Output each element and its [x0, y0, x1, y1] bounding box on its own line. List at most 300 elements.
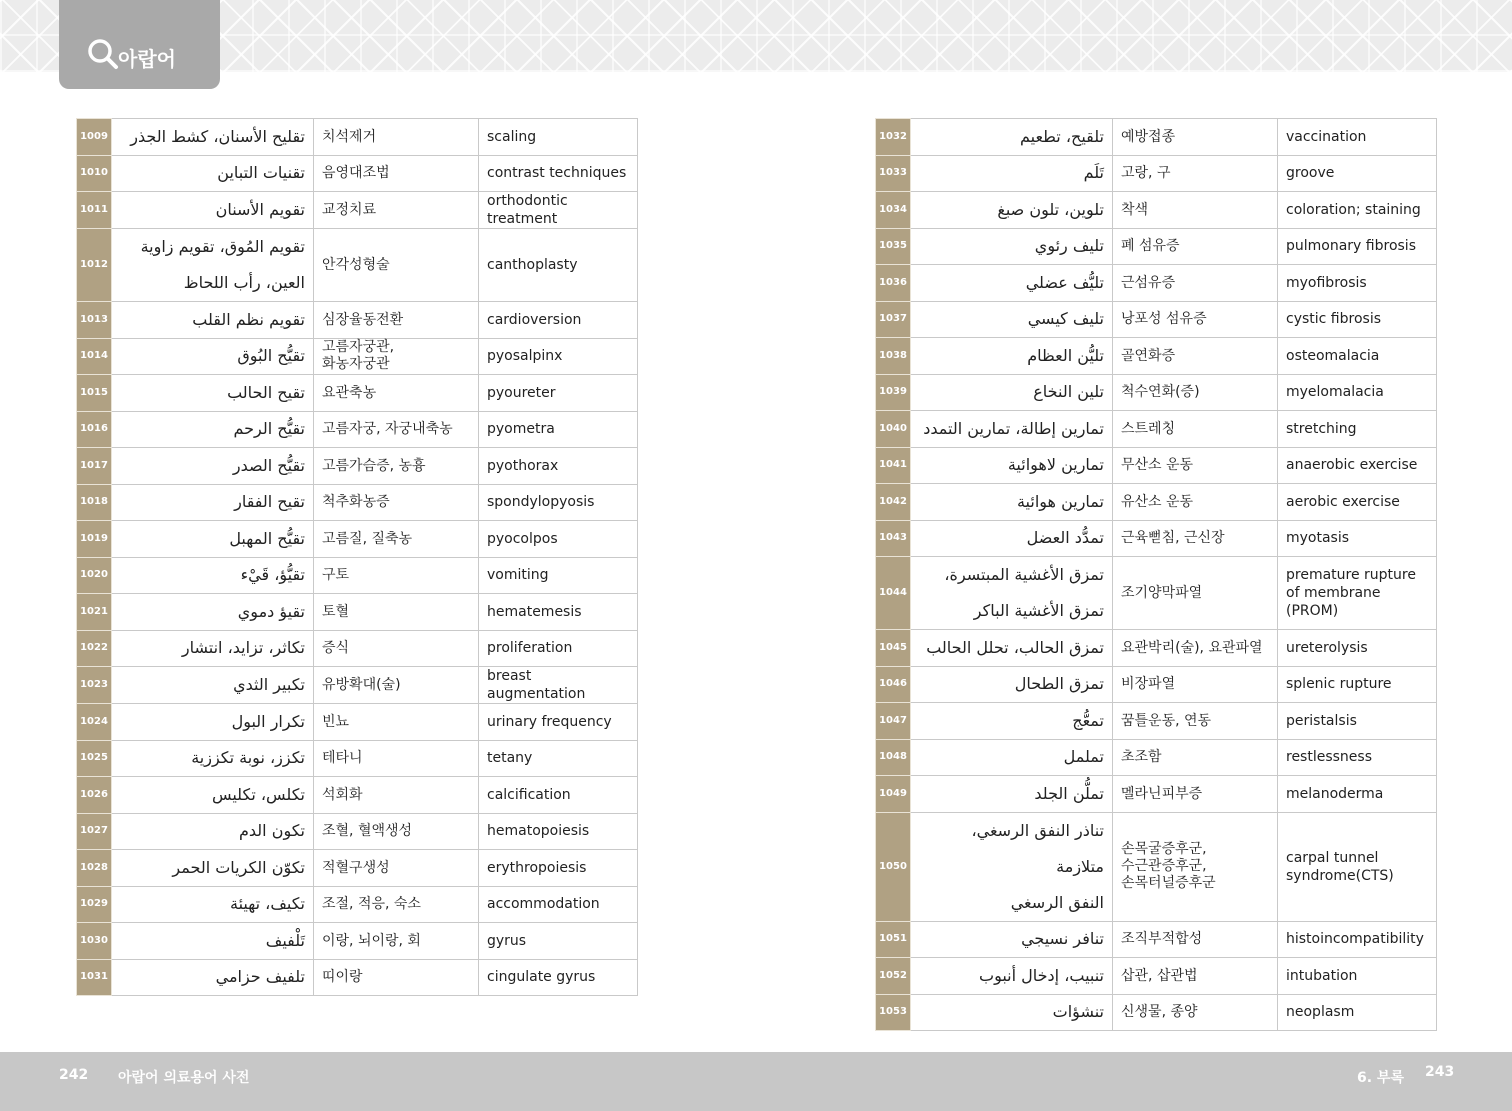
entry-number: 1020: [77, 557, 112, 594]
arabic-term: [112, 375, 314, 412]
korean-term-line: 손목터널증후군: [1121, 875, 1216, 891]
arabic-term-line: تقنيات التباين: [217, 163, 305, 183]
entry-number: 1035: [876, 228, 911, 265]
korean-term-line: 토혈: [322, 603, 350, 620]
entry-number: 1021: [77, 594, 112, 631]
term-row: [77, 229, 638, 302]
header-pattern: [0, 0, 1512, 72]
english-term: pulmonary fibrosis: [1278, 228, 1437, 265]
arabic-term: [112, 119, 314, 156]
arabic-term: [911, 630, 1113, 667]
english-term: spondylopyosis: [479, 484, 638, 521]
arabic-term: [911, 338, 1113, 375]
arabic-term: [112, 740, 314, 777]
korean-term-line: 착색: [1121, 201, 1149, 218]
page-footer: [0, 1052, 1512, 1111]
arabic-term: [911, 265, 1113, 302]
term-row: [876, 630, 1437, 667]
term-row: [876, 557, 1437, 630]
english-term: erythropoiesis: [479, 850, 638, 887]
arabic-term: [112, 594, 314, 631]
korean-term: [314, 375, 479, 412]
english-term: osteomalacia: [1278, 338, 1437, 375]
term-row: [77, 594, 638, 631]
entry-number: 1052: [876, 958, 911, 995]
korean-term-line: 고랑, 구: [1121, 165, 1171, 182]
arabic-term-line: تلفيف حزامي: [215, 967, 305, 987]
korean-term-line: 구토: [322, 567, 350, 584]
entry-number: 1047: [876, 703, 911, 740]
korean-term: [1113, 301, 1278, 338]
korean-term-line: 고름자궁, 자궁내축농: [322, 421, 453, 438]
term-row: [876, 447, 1437, 484]
term-row: [876, 703, 1437, 740]
arabic-term-line: تناذر النفق الرسغي، متلازمة: [971, 820, 1104, 876]
korean-term-line: 안각성형술: [322, 257, 390, 273]
term-row: [876, 994, 1437, 1031]
arabic-term: [911, 411, 1113, 448]
arabic-term-line: تقيُّح الرحم: [233, 419, 305, 439]
korean-term: [314, 411, 479, 448]
entry-number: 1019: [77, 521, 112, 558]
english-term: restlessness: [1278, 739, 1437, 776]
korean-term-line: 예방접종: [1121, 128, 1176, 145]
english-term: pyothorax: [479, 448, 638, 485]
english-term: intubation: [1278, 958, 1437, 995]
entry-number: 1023: [77, 667, 112, 704]
arabic-term-line: تمارين إطالة، تمارين التمدد: [923, 418, 1104, 438]
arabic-term-line: تمعُّج: [1072, 710, 1104, 730]
korean-term-line: 척수연화(증): [1121, 384, 1200, 401]
english-term: proliferation: [479, 630, 638, 667]
arabic-term-line: تكوّن الكريات الحمر: [172, 857, 305, 877]
arabic-term: [911, 228, 1113, 265]
arabic-term-line: تكيف، تهيئة: [230, 894, 305, 914]
arabic-term: [112, 521, 314, 558]
entry-number: 1038: [876, 338, 911, 375]
korean-term: [1113, 557, 1278, 630]
arabic-term-line: تكزز، نوبة تكززية: [191, 748, 305, 768]
arabic-term: [112, 959, 314, 996]
entry-number: 1049: [876, 776, 911, 813]
korean-term: [314, 813, 479, 850]
arabic-term: [112, 155, 314, 192]
english-term: myotasis: [1278, 520, 1437, 557]
arabic-term-line: تليُّف عضلي: [1025, 272, 1104, 292]
english-term: splenic rupture: [1278, 666, 1437, 703]
korean-term-line: 스트레칭: [1121, 420, 1176, 437]
arabic-term-line: النفق الرسغي: [1010, 892, 1104, 912]
korean-term: [314, 923, 479, 960]
entry-number: 1028: [77, 850, 112, 887]
korean-term: [1113, 228, 1278, 265]
korean-term: [314, 119, 479, 156]
arabic-term-line: تنبيب، إدخال أنبوب: [979, 965, 1104, 985]
entry-number: 1022: [77, 630, 112, 667]
korean-term-line: 유산소 운동: [1121, 493, 1194, 510]
term-row: [876, 776, 1437, 813]
arabic-term: [911, 666, 1113, 703]
term-row: [77, 886, 638, 923]
korean-term-line: 비장파열: [1121, 676, 1176, 693]
arabic-term: [911, 703, 1113, 740]
entry-number: 1024: [77, 704, 112, 741]
term-row: [77, 923, 638, 960]
term-row: [77, 192, 638, 229]
entry-number: 1012: [77, 229, 112, 302]
term-row: [77, 777, 638, 814]
english-term: pyocolpos: [479, 521, 638, 558]
english-term: myelomalacia: [1278, 374, 1437, 411]
entry-number: 1017: [77, 448, 112, 485]
arabic-term-line: تكلس، تكليس: [211, 784, 305, 804]
section-label: 6. 부록: [1357, 1070, 1404, 1086]
arabic-term-line: تملُّن الجلد: [1034, 783, 1104, 803]
arabic-term-line: تمزق الأغشية الباكر: [973, 601, 1104, 620]
korean-term: [1113, 776, 1278, 813]
korean-term: [1113, 630, 1278, 667]
arabic-term-line: تمزق الحالب، تحلل الحالب: [926, 637, 1104, 657]
arabic-term: [112, 484, 314, 521]
korean-term-line: 폐 섬유증: [1121, 238, 1180, 255]
entry-number: 1031: [77, 959, 112, 996]
english-term: ureterolysis: [1278, 630, 1437, 667]
entry-number: 1010: [77, 155, 112, 192]
arabic-term: [112, 229, 314, 302]
english-term: pyometra: [479, 411, 638, 448]
english-term: aerobic exercise: [1278, 484, 1437, 521]
right-term-table: [875, 118, 1437, 1031]
arabic-term: [112, 923, 314, 960]
korean-term-line: 테타니: [322, 750, 363, 767]
korean-term: [314, 338, 479, 375]
korean-term: [1113, 958, 1278, 995]
korean-term-line: 꿈틀운동, 연동: [1121, 712, 1212, 729]
arabic-term-line: تلين النخاع: [1033, 382, 1104, 402]
english-term: hematemesis: [479, 594, 638, 631]
arabic-term-line: تقويم الأسنان: [215, 200, 305, 219]
entry-number: 1037: [876, 301, 911, 338]
english-term: breast augmentation: [479, 667, 638, 704]
entry-number: 1040: [876, 411, 911, 448]
arabic-term: [911, 484, 1113, 521]
korean-term-line: 초조함: [1121, 749, 1162, 766]
english-term: cardioversion: [479, 302, 638, 339]
english-term: melanoderma: [1278, 776, 1437, 813]
entry-number: 1013: [77, 302, 112, 339]
arabic-term: [112, 448, 314, 485]
entry-number: 1018: [77, 484, 112, 521]
korean-term: [314, 192, 479, 229]
term-row: [876, 812, 1437, 921]
arabic-term: [911, 155, 1113, 192]
entry-number: 1027: [77, 813, 112, 850]
arabic-term-line: العين، رأب اللحاظ: [183, 273, 305, 292]
arabic-term: [911, 739, 1113, 776]
korean-term-line: 조기양막파열: [1121, 585, 1203, 601]
korean-term-line: 수근관증후군,: [1121, 858, 1207, 874]
term-row: [876, 265, 1437, 302]
korean-term-line: 빈뇨: [322, 713, 350, 730]
arabic-term-line: تقيؤ دموي: [237, 601, 305, 621]
arabic-term-line: تمارين هوائية: [1016, 491, 1104, 511]
term-row: [77, 302, 638, 339]
term-row: [77, 484, 638, 521]
korean-term-line: 고름가슴증, 농흉: [322, 457, 426, 474]
arabic-term: [911, 374, 1113, 411]
korean-term-line: 무산소 운동: [1121, 457, 1194, 474]
entry-number: 1042: [876, 484, 911, 521]
korean-term-line: 근육뻗침, 근신장: [1121, 530, 1225, 547]
arabic-term-line: تقيُّح البُوق: [237, 346, 305, 366]
term-row: [77, 155, 638, 192]
arabic-term: [112, 192, 314, 229]
arabic-term-line: تليُّن العظام: [1027, 345, 1104, 365]
arabic-term-line: تقليح الأسنان، كشط الجذر: [130, 126, 305, 146]
arabic-term-line: تمارين لاهوائية: [1007, 455, 1104, 475]
arabic-term: [911, 557, 1113, 630]
korean-term-line: 이랑, 뇌이랑, 회: [322, 932, 421, 949]
korean-term-line: 조혈, 혈액생성: [322, 823, 413, 840]
english-term: myofibrosis: [1278, 265, 1437, 302]
term-row: [77, 959, 638, 996]
term-row: [876, 155, 1437, 192]
korean-term: [1113, 484, 1278, 521]
term-row: [876, 739, 1437, 776]
korean-term-line: 조절, 적응, 숙소: [322, 896, 421, 913]
search-icon: [87, 38, 121, 76]
term-row: [876, 338, 1437, 375]
entry-number: 1051: [876, 921, 911, 958]
arabic-term-line: تقويم نظم القلب: [192, 309, 305, 329]
arabic-term-line: تكون الدم: [238, 821, 305, 841]
english-term: carpal tunnel syndrome(CTS): [1278, 812, 1437, 921]
term-row: [876, 666, 1437, 703]
arabic-term-line: تمدُّد العضل: [1026, 528, 1104, 548]
korean-term: [1113, 812, 1278, 921]
arabic-term: [112, 338, 314, 375]
section-tab: [59, 0, 220, 89]
korean-term: [314, 740, 479, 777]
term-row: [876, 411, 1437, 448]
korean-term: [1113, 921, 1278, 958]
korean-term: [314, 484, 479, 521]
korean-term-line: 고름자궁관,: [322, 339, 395, 356]
english-term: accommodation: [479, 886, 638, 923]
term-row: [77, 119, 638, 156]
korean-term-line: 근섬유증: [1121, 274, 1176, 291]
term-row: [876, 484, 1437, 521]
arabic-term-line: تقيُّؤ، قَيْء: [240, 565, 305, 585]
english-term: hematopoiesis: [479, 813, 638, 850]
entry-number: 1009: [77, 119, 112, 156]
korean-term: [1113, 374, 1278, 411]
english-term: premature rupture of membrane (PROM): [1278, 557, 1437, 630]
arabic-term: [911, 192, 1113, 229]
korean-term: [1113, 265, 1278, 302]
korean-term-line: 골연화증: [1121, 347, 1176, 364]
english-term: vaccination: [1278, 119, 1437, 156]
korean-term-line: 손목굴증후군,: [1121, 841, 1207, 857]
korean-term-line: 멜라닌피부증: [1121, 785, 1203, 802]
entry-number: 1030: [77, 923, 112, 960]
arabic-term: [911, 776, 1113, 813]
book-title: 아랍어 의료용어 사전: [118, 1070, 250, 1086]
arabic-term: [112, 850, 314, 887]
term-row: [876, 921, 1437, 958]
korean-term-line: 치석제거: [322, 128, 377, 145]
korean-term-line: 삽관, 삽관법: [1121, 967, 1198, 984]
entry-number: 1039: [876, 374, 911, 411]
korean-term: [314, 155, 479, 192]
term-row: [77, 411, 638, 448]
arabic-term: [112, 302, 314, 339]
term-row: [77, 704, 638, 741]
korean-term: [1113, 520, 1278, 557]
arabic-term-line: تليف رئوي: [1034, 236, 1104, 256]
term-row: [77, 813, 638, 850]
right-page-number: 243: [1425, 1064, 1455, 1080]
korean-term-line: 띠이랑: [322, 969, 363, 986]
arabic-term-line: تقيح الحالب: [227, 382, 305, 402]
arabic-term-line: تنافر نسيجي: [1021, 929, 1104, 949]
arabic-term: [911, 119, 1113, 156]
arabic-term-line: تقيُّح الصدر: [232, 455, 305, 475]
arabic-term: [911, 520, 1113, 557]
entry-number: 1048: [876, 739, 911, 776]
english-term: calcification: [479, 777, 638, 814]
english-term: contrast techniques: [479, 155, 638, 192]
entry-number: 1036: [876, 265, 911, 302]
english-term: pyoureter: [479, 375, 638, 412]
entry-number: 1045: [876, 630, 911, 667]
korean-term: [314, 521, 479, 558]
english-term: cingulate gyrus: [479, 959, 638, 996]
arabic-term: [112, 557, 314, 594]
korean-term: [1113, 994, 1278, 1031]
arabic-term: [911, 812, 1113, 921]
korean-term: [1113, 703, 1278, 740]
korean-term-line: 화농자궁관: [322, 356, 390, 373]
korean-term-line: 유방확대(술): [322, 677, 401, 693]
arabic-term: [112, 886, 314, 923]
left-page-number: 242: [59, 1067, 89, 1083]
korean-term: [1113, 739, 1278, 776]
arabic-term-line: تلقيح، تطعيم: [1019, 126, 1104, 146]
arabic-term-line: تكرار البول: [231, 711, 305, 731]
term-row: [77, 557, 638, 594]
korean-term: [1113, 338, 1278, 375]
term-row: [77, 448, 638, 485]
korean-term: [314, 557, 479, 594]
korean-term-line: 교정치료: [322, 202, 377, 218]
term-row: [876, 228, 1437, 265]
english-term: vomiting: [479, 557, 638, 594]
term-row: [77, 375, 638, 412]
korean-term: [314, 850, 479, 887]
english-term: cystic fibrosis: [1278, 301, 1437, 338]
entry-number: 1044: [876, 557, 911, 630]
korean-term-line: 음영대조법: [322, 165, 390, 182]
korean-term-line: 고름질, 질축농: [322, 530, 413, 547]
english-term: canthoplasty: [479, 229, 638, 302]
arabic-term-line: تكاثر، تزايد، انتشار: [181, 638, 305, 658]
korean-term: [314, 630, 479, 667]
arabic-term-line: تقويم المُوق، تقويم زاوية: [140, 237, 305, 256]
english-term: groove: [1278, 155, 1437, 192]
term-row: [77, 521, 638, 558]
term-row: [77, 630, 638, 667]
arabic-term: [911, 994, 1113, 1031]
korean-term: [314, 594, 479, 631]
entry-number: 1025: [77, 740, 112, 777]
english-term: peristalsis: [1278, 703, 1437, 740]
section-title: 아랍어: [118, 47, 176, 71]
arabic-term-line: تمزق الأغشية المبتسرة،: [944, 565, 1104, 584]
korean-term: [314, 959, 479, 996]
term-row: [876, 192, 1437, 229]
entry-number: 1043: [876, 520, 911, 557]
arabic-term-line: تململ: [1063, 747, 1104, 767]
english-term: histoincompatibility: [1278, 921, 1437, 958]
arabic-term: [911, 958, 1113, 995]
term-row: [77, 667, 638, 704]
term-row: [876, 958, 1437, 995]
arabic-term-line: تلوين، تلون صبغ: [997, 199, 1104, 219]
english-term: pyosalpinx: [479, 338, 638, 375]
korean-term-line: 적혈구생성: [322, 859, 390, 876]
arabic-term-line: تقيُّح المهبل: [229, 528, 305, 548]
korean-term: [1113, 411, 1278, 448]
term-row: [876, 301, 1437, 338]
term-row: [876, 520, 1437, 557]
english-term: scaling: [479, 119, 638, 156]
arabic-term-line: تمزق الطحال: [1014, 674, 1104, 694]
entry-number: 1034: [876, 192, 911, 229]
term-row: [876, 119, 1437, 156]
arabic-term: [911, 447, 1113, 484]
arabic-term-line: تقيح الفقار: [234, 492, 305, 512]
english-term: stretching: [1278, 411, 1437, 448]
english-term: tetany: [479, 740, 638, 777]
korean-term-line: 심장율동전환: [322, 311, 404, 328]
korean-term: [1113, 666, 1278, 703]
korean-term-line: 요관박리(술), 요관파열: [1121, 639, 1263, 656]
entry-number: 1032: [876, 119, 911, 156]
term-row: [77, 850, 638, 887]
korean-term: [1113, 119, 1278, 156]
korean-term: [314, 229, 479, 302]
korean-term: [314, 302, 479, 339]
korean-term-line: 증식: [322, 640, 350, 657]
arabic-term: [911, 301, 1113, 338]
arabic-term-line: تليف كيسي: [1027, 309, 1104, 329]
arabic-term: [112, 411, 314, 448]
arabic-term: [112, 813, 314, 850]
english-term: coloration; staining: [1278, 192, 1437, 229]
arabic-term: [112, 630, 314, 667]
entry-number: 1046: [876, 666, 911, 703]
term-row: [77, 338, 638, 375]
entry-number: 1053: [876, 994, 911, 1031]
korean-term-line: 석회화: [322, 786, 363, 803]
entry-number: 1015: [77, 375, 112, 412]
entry-number: 1029: [77, 886, 112, 923]
arabic-term: [112, 704, 314, 741]
entry-number: 1033: [876, 155, 911, 192]
korean-term: [314, 704, 479, 741]
korean-term-line: 척추화농증: [322, 494, 390, 511]
